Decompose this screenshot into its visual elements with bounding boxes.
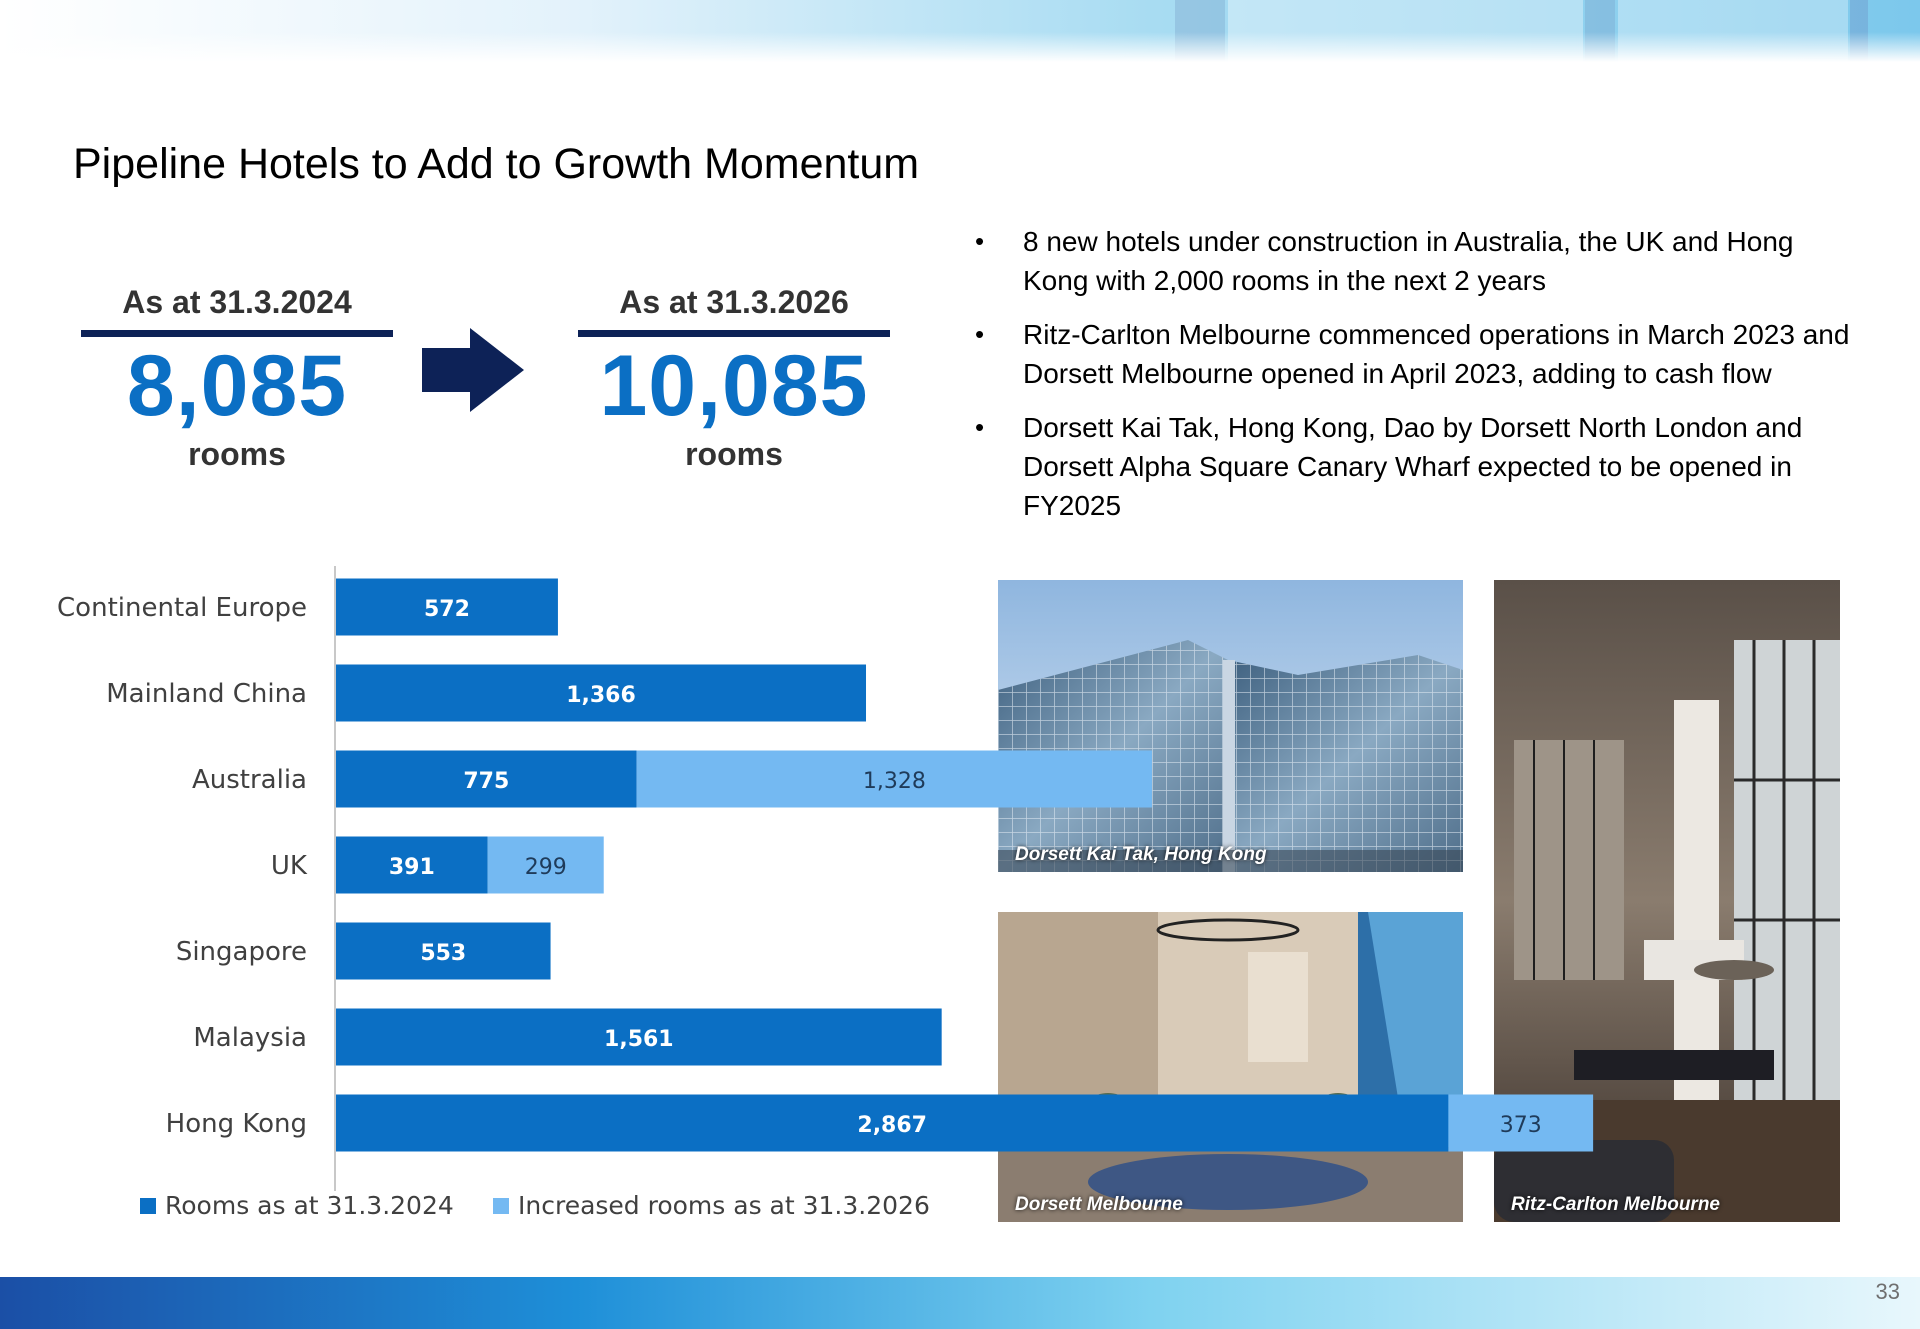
slide-title: Pipeline Hotels to Add to Growth Momentum	[73, 140, 920, 188]
top-band-block	[1175, 0, 1225, 62]
bullet-item	[975, 408, 1855, 525]
data-label: 373	[1499, 1113, 1542, 1138]
data-label: 299	[524, 855, 567, 880]
category-label: Malaysia	[193, 1023, 307, 1053]
category-label: Mainland China	[106, 679, 307, 709]
kpi-future-value: 10,085	[599, 338, 869, 434]
category-label: UK	[270, 851, 307, 881]
data-label: 572	[423, 597, 470, 622]
data-label: 2,867	[857, 1113, 927, 1138]
data-label: 1,328	[862, 769, 926, 794]
bullet-dot: •	[975, 226, 985, 256]
kpi-current-label: As at 31.3.2024	[122, 284, 352, 320]
category-label: Hong Kong	[165, 1109, 307, 1139]
category-label: Continental Europe	[57, 593, 307, 623]
bullet-text: Dorsett Kai Tak, Hong Kong, Dao by Dorsett North London and Dorsett Alpha Square Canary Wharf expected to be opened in FY2025	[1023, 412, 1803, 521]
data-label: 391	[388, 855, 435, 880]
legend-label: Increased rooms as at 31.3.2026	[518, 1191, 930, 1220]
kpi-current-value: 8,085	[126, 338, 348, 434]
kpi-current-unit: rooms	[188, 436, 286, 472]
data-label: 1,561	[604, 1027, 674, 1052]
top-band-block	[1850, 0, 1868, 62]
top-band-block	[1618, 0, 1848, 62]
category-label: Australia	[191, 765, 307, 795]
data-label: 553	[420, 941, 467, 966]
photo-dorsett-melbourne	[998, 912, 1463, 1222]
top-band-block	[1585, 0, 1615, 62]
bullet-dot: •	[975, 412, 985, 442]
bullet-item	[975, 222, 1855, 300]
kpi-future-label: As at 31.3.2026	[619, 284, 849, 320]
top-band-block	[1228, 0, 1583, 62]
kpi-future-unit: rooms	[685, 436, 783, 472]
bullet-text: Ritz-Carlton Melbourne commenced operations in March 2023 and Dorsett Melbourne opened in April 2023, adding to cash flow	[1023, 319, 1850, 389]
legend-swatch	[493, 1198, 509, 1214]
bottom-decorative-band	[0, 1277, 1920, 1329]
photo-caption: Ritz-Carlton Melbourne	[1511, 1194, 1720, 1215]
data-label: 775	[463, 769, 510, 794]
legend-label: Rooms as at 31.3.2024	[165, 1191, 454, 1220]
photo-caption: Dorsett Kai Tak, Hong Kong	[1015, 844, 1267, 865]
bullet-text: 8 new hotels under construction in Australia, the UK and Hong Kong with 2,000 rooms in the next 2 years	[1023, 226, 1794, 296]
data-label: 1,366	[566, 683, 636, 708]
category-label: Singapore	[175, 937, 307, 967]
bullet-dot: •	[975, 319, 985, 349]
page-number: 33	[1875, 1279, 1900, 1304]
legend-swatch	[140, 1198, 156, 1214]
photo-dorsett-kai-tak	[998, 580, 1463, 872]
bullet-list	[975, 222, 1855, 540]
bullet-item	[975, 315, 1855, 393]
lobby-illustration	[998, 912, 1463, 1222]
photo-caption: Dorsett Melbourne	[1015, 1194, 1183, 1215]
building-illustration	[998, 580, 1463, 872]
